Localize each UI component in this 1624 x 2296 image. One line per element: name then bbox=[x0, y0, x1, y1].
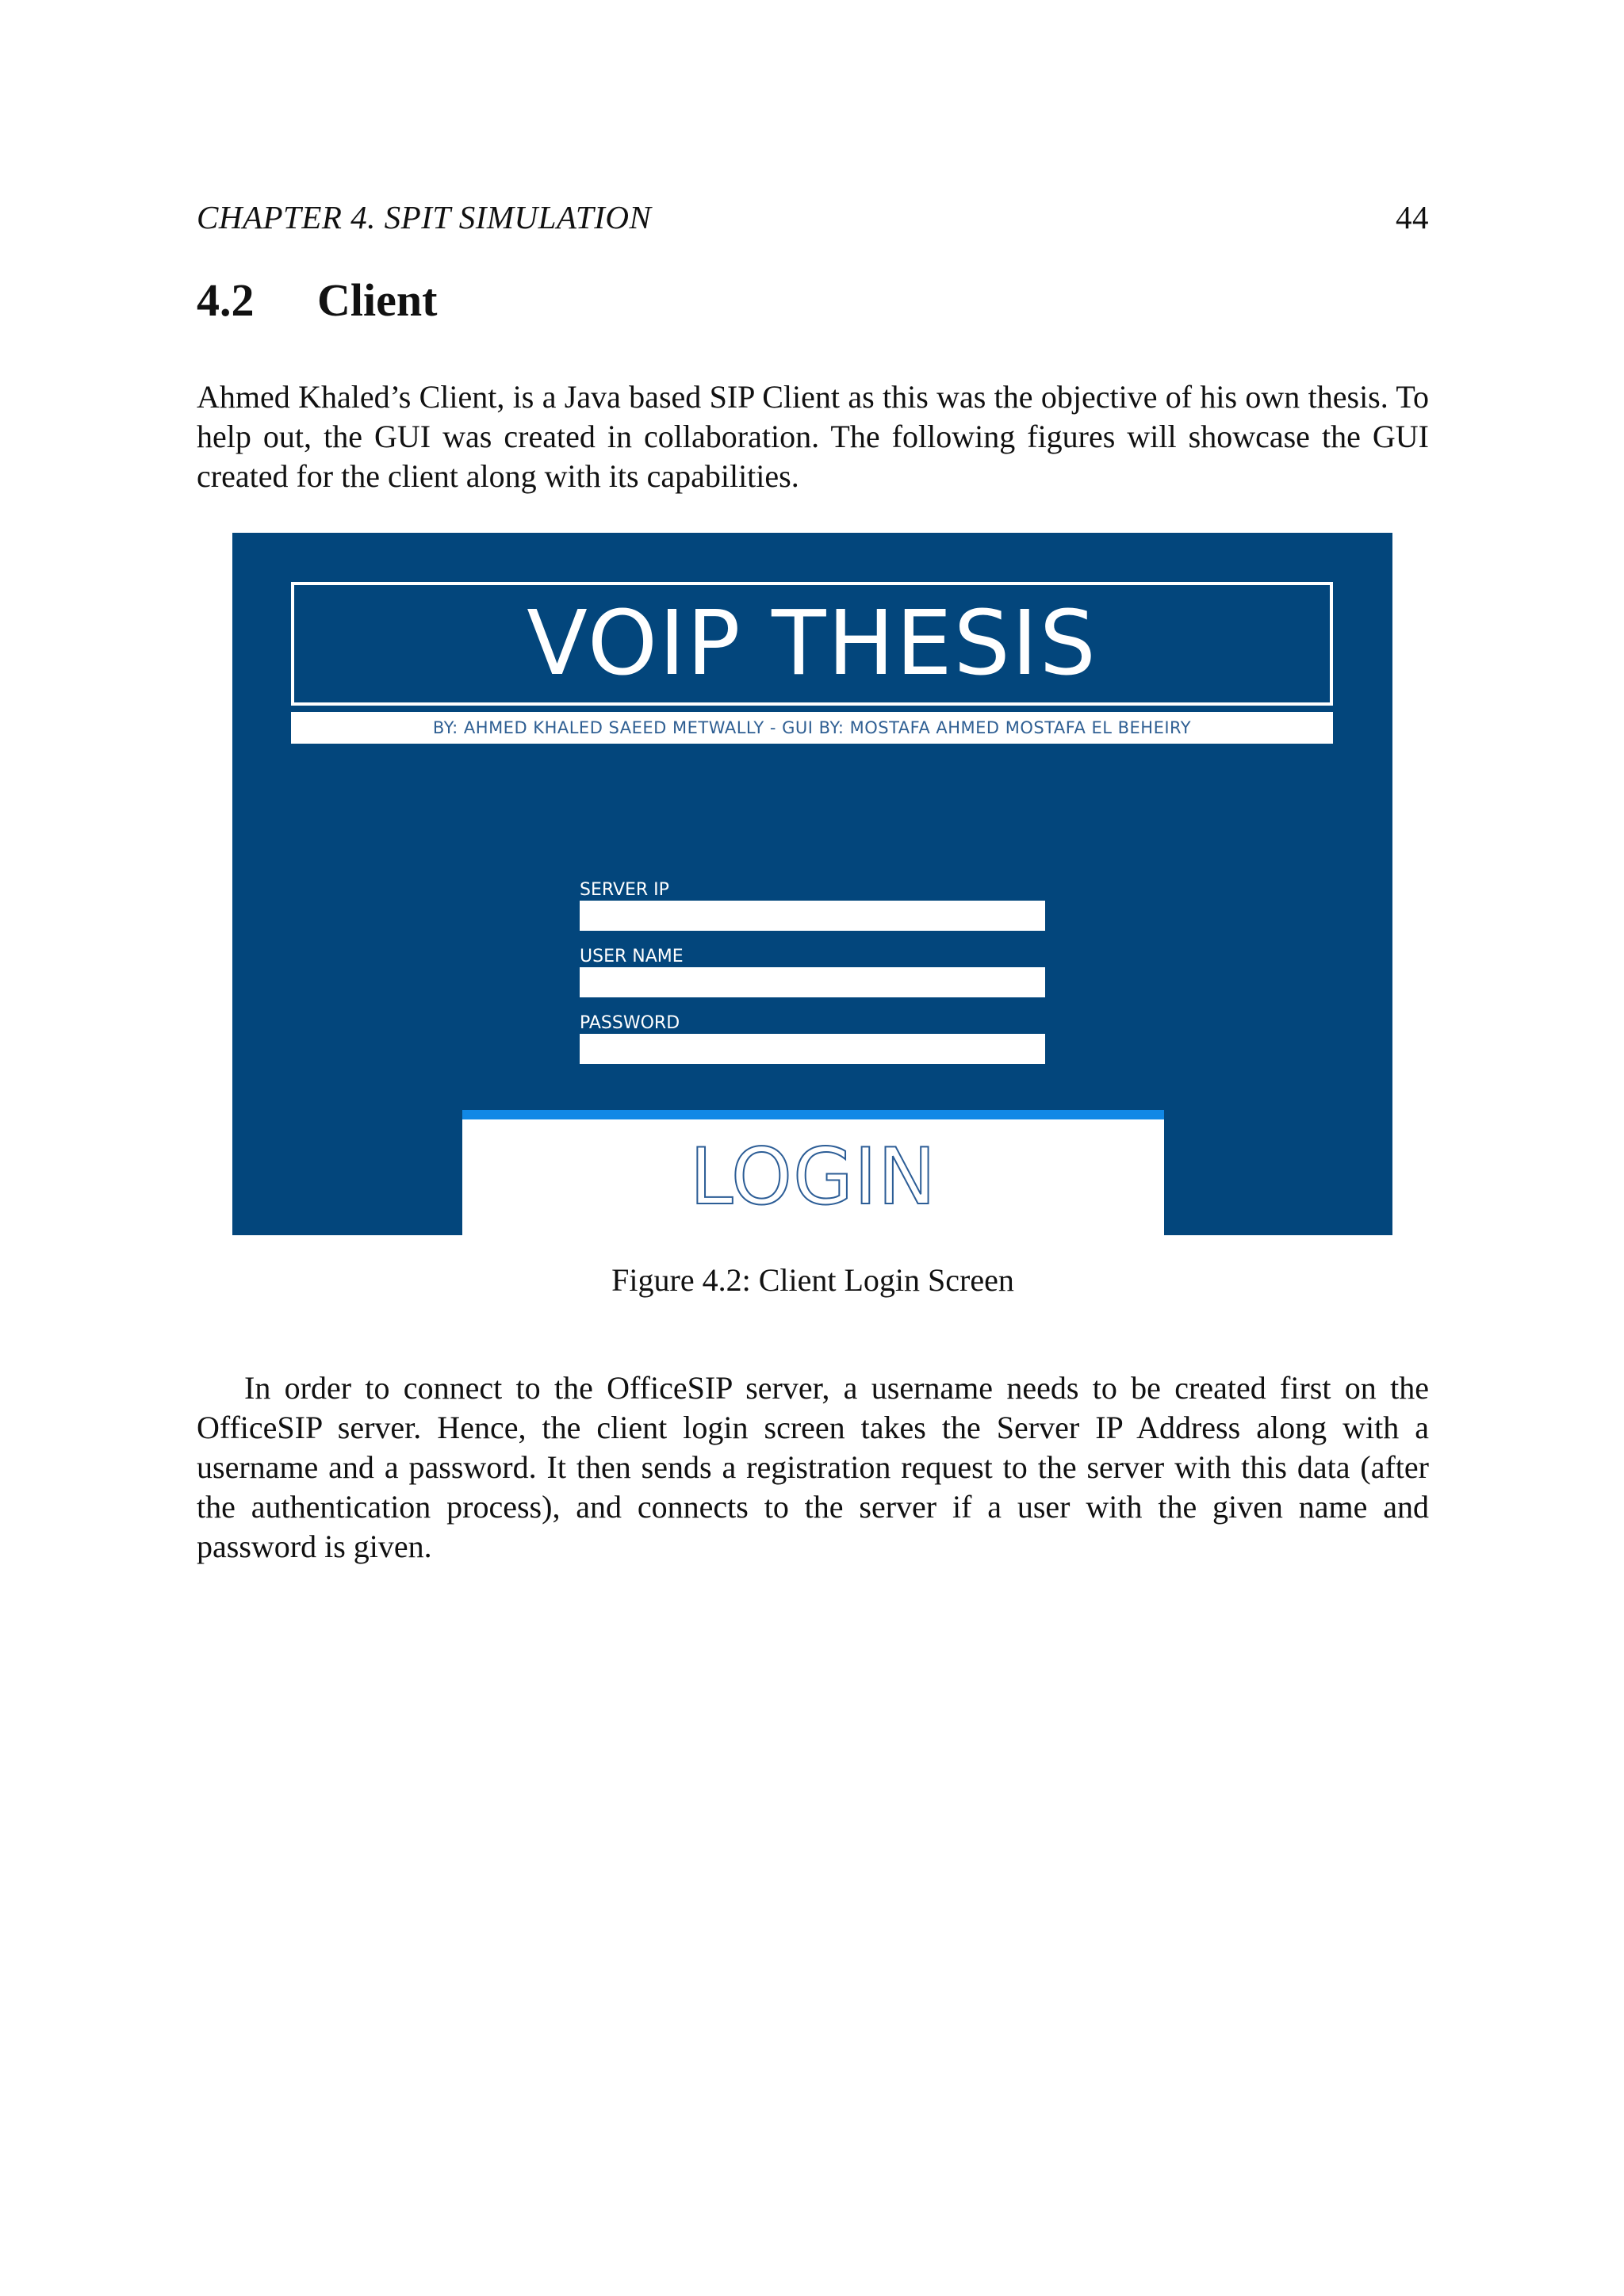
section-heading bbox=[197, 274, 437, 327]
login-button[interactable] bbox=[462, 1110, 1164, 1235]
credits-strip: BY: AHMED KHALED SAEED METWALLY - GUI BY: MOSTAFA AHMED MOSTAFA EL BEHEIRY bbox=[291, 712, 1333, 744]
intro-paragraph: Ahmed Khaled’s Client, is a Java based SIP Client as this was the objective of his own thesis. To help out, the GUI was created in collaboration. The following figures will showcase the GUI created for the client along with its capabilities. bbox=[197, 379, 1429, 494]
password-label: PASSWORD bbox=[580, 1013, 680, 1033]
password-input[interactable] bbox=[580, 1034, 1045, 1064]
user-name-input[interactable] bbox=[580, 967, 1045, 997]
section-number: 4.2 bbox=[197, 274, 255, 326]
login-screen-figure bbox=[232, 533, 1392, 1235]
section-title: Client bbox=[317, 274, 438, 326]
body-paragraph: In order to connect to the OfficeSIP server, a username needs to be created first on the OfficeSIP server. Hence, the client login screen takes the Server IP Address along with a username and a password. It then sends a registration request to the server with this data (after the authentication process), and connects to the server if a user with the given name and password is given. bbox=[197, 1370, 1429, 1564]
server-ip-input[interactable] bbox=[580, 901, 1045, 931]
page-number: 44 bbox=[1396, 199, 1429, 235]
title-banner bbox=[291, 582, 1333, 706]
login-button-label: LOGIN bbox=[689, 1132, 937, 1223]
app-title: VOIP THESIS bbox=[527, 592, 1097, 695]
running-header bbox=[197, 198, 1429, 238]
server-ip-label: SERVER IP bbox=[580, 880, 669, 900]
user-name-label: USER NAME bbox=[580, 947, 684, 966]
chapter-title: CHAPTER 4. SPIT SIMULATION bbox=[197, 199, 652, 235]
figure-caption: Figure 4.2: Client Login Screen bbox=[611, 1262, 1014, 1298]
